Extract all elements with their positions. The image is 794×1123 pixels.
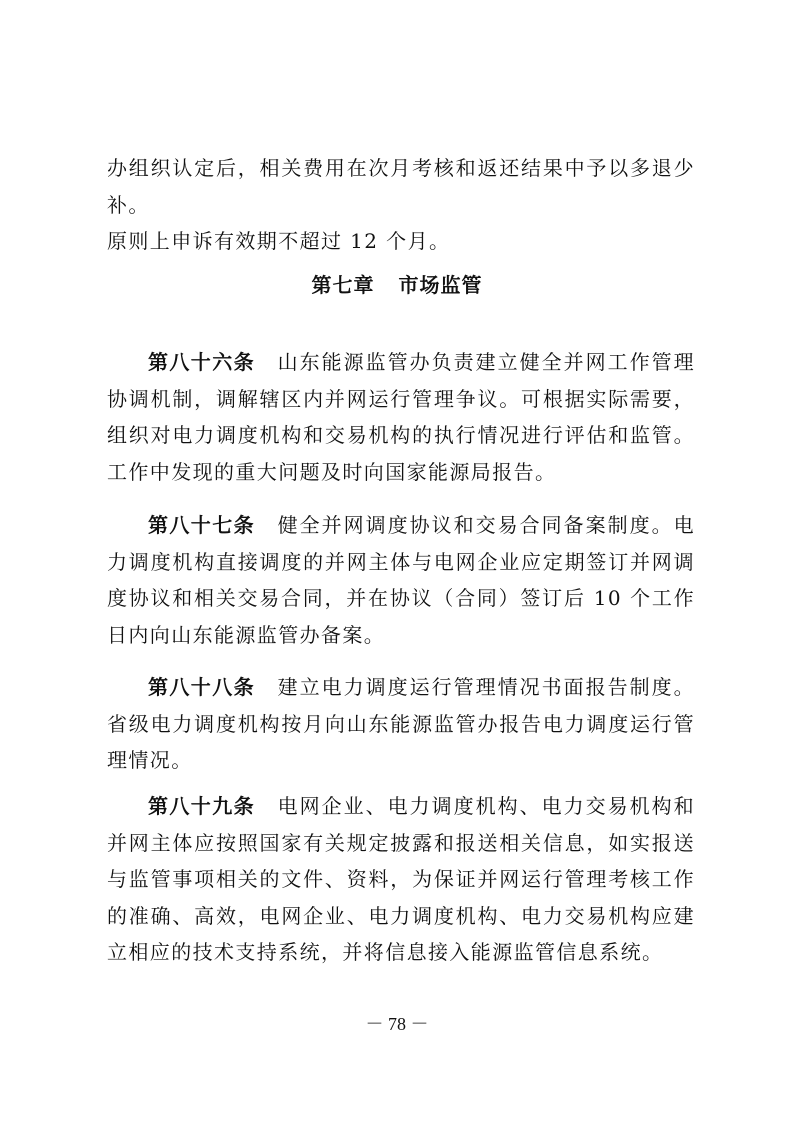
article-86-label: 第八十六条 [148,350,255,374]
article-88-text: 建立电力调度运行管理情况书面报告制度。省级电力调度机构按月向山东能源监管办报告电力调度运行管理情况。 [107,675,695,772]
article-88 [107,669,695,779]
article-89-text: 电网企业、电力调度机构、电力交易机构和并网主体应按照国家有关规定披露和报送相关信息，如实报送与监管事项相关的文件、资料，为保证并网运行管理考核工作的准确、高效，电网企业、电力调度机构、电力交易机构应建立相应的技术支持系统，并将信息接入能源监管信息系统。 [107,794,695,964]
article-87-text: 健全并网调度协议和交易合同备案制度。电力调度机构直接调度的并网主体与电网企业应定期签订并网调度协议和相关交易合同，并在协议（合同）签订后 10 个工作日内向山东能源监管办备案。 [107,513,695,647]
chapter-heading [0,268,794,302]
chapter-number: 第七章 [311,273,375,297]
intro-paragraph [107,150,695,260]
article-86 [107,344,695,490]
intro-line-2: 原则上申诉有效期不超过 12 个月。 [107,229,451,253]
article-87 [107,507,695,653]
chapter-title: 市场监管 [398,273,483,297]
article-87-label: 第八十七条 [148,513,255,537]
article-86-text: 山东能源监管办负责建立健全并网工作管理协调机制，调解辖区内并网运行管理争议。可根据实际需要，组织对电力调度机构和交易机构的执行情况进行评估和监管。工作中发现的重大问题及时向国家能源局报告。 [107,350,695,484]
intro-line-1: 办组织认定后，相关费用在次月考核和返还结果中予以多退少补。 [107,156,695,217]
article-88-label: 第八十八条 [148,675,255,699]
article-89-label: 第八十九条 [148,794,255,818]
article-89 [107,788,695,971]
page-number: － 78 － [365,1014,429,1034]
